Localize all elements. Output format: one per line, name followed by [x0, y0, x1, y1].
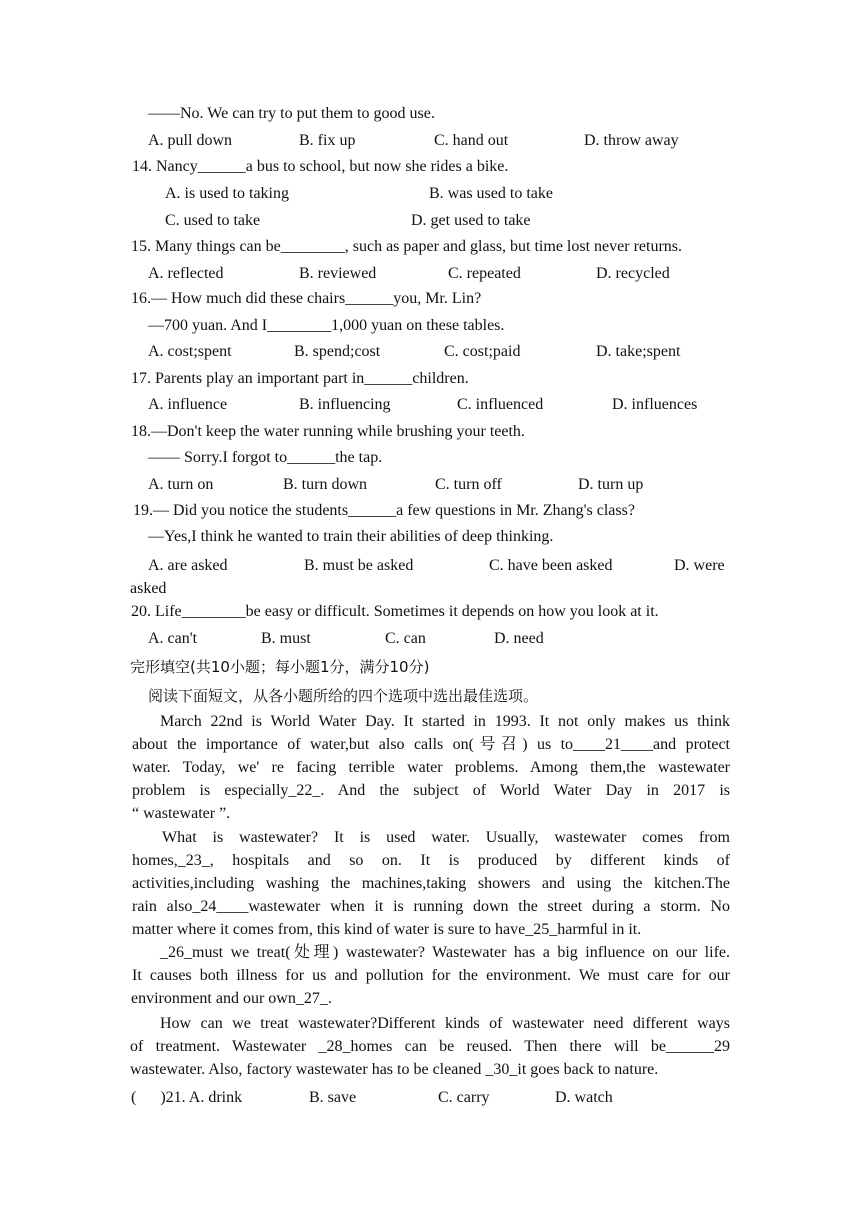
passage-line-3: water. Today, we' re facing terrible water problems. Among them,the wastewater: [132, 759, 730, 776]
passage-line-7: homes,_23_, hospitals and so on. It is produced by different kinds of: [132, 852, 730, 869]
q15-option-c: C. repeated: [448, 265, 521, 282]
passage-line-8: activities,including washing the machines,taking showers and using the kitchen.The: [132, 875, 730, 892]
q17-option-d: D. influences: [612, 396, 698, 413]
passage-line-13: environment and our own_27_.: [131, 990, 332, 1007]
q18-option-c: C. turn off: [435, 476, 502, 493]
q19-option-d: D. were: [674, 557, 725, 574]
q18-option-b: B. turn down: [283, 476, 367, 493]
q13-option-b: B. fix up: [299, 132, 356, 149]
q21-stem-option-a: ( )21. A. drink: [131, 1089, 243, 1106]
q15-option-b: B. reviewed: [299, 265, 377, 282]
passage-line-4: problem is especially_22_. And the subject of World Water Day in 2017 is: [132, 782, 730, 799]
q14-stem: 14. Nancy______a bus to school, but now she rides a bike.: [132, 158, 509, 175]
q21-option-c: C. carry: [438, 1089, 490, 1106]
q14-option-a: A. is used to taking: [165, 185, 289, 202]
q16-stem: 16.— How much did these chairs______you, Mr. Lin?: [131, 290, 482, 307]
q20-option-c: C. can: [385, 630, 426, 647]
q16-reply: —700 yuan. And I________1,000 yuan on these tables.: [148, 317, 505, 334]
q21-option-b: B. save: [309, 1089, 357, 1106]
q20-option-a: A. can't: [148, 630, 198, 647]
passage-line-14: How can we treat wastewater?Different kinds of wastewater need different ways: [160, 1015, 730, 1032]
passage-line-15: of treatment. Wastewater _28_homes can be reused. Then there will be______29: [130, 1038, 730, 1055]
passage-line-6: What is wastewater? It is used water. Usually, wastewater comes from: [162, 829, 730, 846]
q13-answer-line: ——No. We can try to put them to good use.: [148, 105, 435, 122]
q19-option-c: C. have been asked: [489, 557, 613, 574]
q16-option-b: B. spend;cost: [294, 343, 381, 360]
q19-option-a: A. are asked: [148, 557, 228, 574]
q16-option-c: C. cost;paid: [444, 343, 521, 360]
passage-line-2: about the importance of water,but also calls on(号召) us to____21____and protect: [132, 736, 730, 753]
passage-line-5: “ wastewater ”.: [132, 805, 231, 822]
q17-option-b: B. influencing: [299, 396, 391, 413]
passage-line-12: It causes both illness for us and pollution for the environment. We must care for our: [132, 967, 730, 984]
passage-line-9: rain also_24____wastewater when it is running down the street during a storm. No: [132, 898, 730, 915]
q18-stem: 18.—Don't keep the water running while brushing your teeth.: [131, 423, 525, 440]
q20-option-b: B. must: [261, 630, 311, 647]
q18-option-a: A. turn on: [148, 476, 214, 493]
q13-option-c: C. hand out: [434, 132, 509, 149]
q13-option-d: D. throw away: [584, 132, 679, 149]
passage-line-1: March 22nd is World Water Day. It started in 1993. It not only makes us think: [160, 713, 730, 730]
passage-line-10: matter where it comes from, this kind of water is sure to have_25_harmful in it.: [132, 921, 642, 938]
q15-option-d: D. recycled: [596, 265, 670, 282]
q16-option-a: A. cost;spent: [148, 343, 232, 360]
section-title: 完形填空(共10小题；每小题1分，满分10分): [130, 658, 430, 676]
passage-line-11: _26_must we treat(处理) wastewater? Wastewater has a big influence on our life.: [160, 944, 730, 961]
q19-option-b: B. must be asked: [304, 557, 414, 574]
q15-stem: 15. Many things can be________, such as paper and glass, but time lost never returns.: [131, 238, 682, 255]
passage-line-16: wastewater. Also, factory wastewater has to be cleaned _30_it goes back to nature.: [130, 1061, 659, 1078]
q20-stem: 20. Life________be easy or difficult. Sometimes it depends on how you look at it.: [131, 603, 659, 620]
q19-stem: 19.— Did you notice the students______a few questions in Mr. Zhang's class?: [133, 502, 635, 519]
q20-option-d: D. need: [494, 630, 544, 647]
q14-option-d: D. get used to take: [411, 212, 531, 229]
q21-option-d: D. watch: [555, 1089, 613, 1106]
q14-option-b: B. was used to take: [429, 185, 553, 202]
section-instruction: 阅读下面短文，从各小题所给的四个选项中选出最佳选项。: [148, 687, 539, 705]
q17-option-c: C. influenced: [457, 396, 544, 413]
q18-option-d: D. turn up: [578, 476, 644, 493]
q13-option-a: A. pull down: [148, 132, 232, 149]
q16-option-d: D. take;spent: [596, 343, 681, 360]
q19-option-d-wrap: asked: [130, 580, 167, 597]
q18-reply: —— Sorry.I forgot to______the tap.: [148, 449, 383, 466]
q19-reply: —Yes,I think he wanted to train their abilities of deep thinking.: [148, 528, 554, 545]
q14-option-c: C. used to take: [165, 212, 261, 229]
q17-stem: 17. Parents play an important part in______children.: [131, 370, 469, 387]
q17-option-a: A. influence: [148, 396, 228, 413]
q15-option-a: A. reflected: [148, 265, 224, 282]
